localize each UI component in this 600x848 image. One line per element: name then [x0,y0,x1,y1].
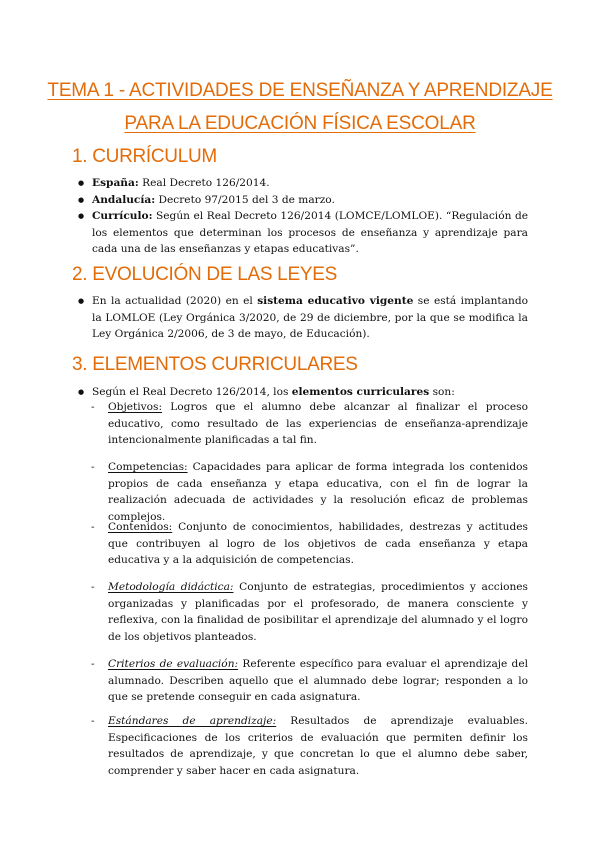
list-item [92,293,528,343]
subitem-text: Conjunto de conocimientos, habilidades, destrezas y actitudes que contribuyen al logro de los objetivos de cada enseñanza y etapa educativa y a la adquisición de competencias. [108,521,528,566]
item-text: En la actualidad (2020) en el [92,295,258,307]
subitem-term: Competencias: [108,461,188,473]
evolucion-list [92,293,528,343]
item-text: son: [429,386,455,398]
list-item [92,175,528,192]
item-text: se está implantando la LOMLOE (Ley Orgánica 3/2020, de 29 de diciembre, por la que se modifica la Ley Orgánica 2/2006, de 3 de mayo, de Educación). [92,295,528,340]
subitem-text: Logros que el alumno debe alcanzar al finalizar el proceso educativo, como resultado de las experiencias de enseñanza-aprendizaje intencionalmente planificadas a tal fin. [108,401,528,446]
subitem-text: Resultados de aprendizaje evaluables. Especificaciones de los criterios de evaluación que permiten definir los resultados de aprendizaje, y que concretan lo que el alumno debe saber, comprender y saber hacer en cada asignatura. [108,715,528,777]
section-heading-evolucion: 2. EVOLUCIÓN DE LAS LEYES [72,264,337,285]
subitem-estandares [91,713,528,779]
subitem-text: Capacidades para aplicar de forma integrada los contenidos propios de cada enseñanza y etapa educativa, con el fin de lograr la realización adecuada de actividades y la resolución eficaz de problemas complejos. [108,461,528,523]
dash-marker: - [91,401,95,413]
dash-marker: - [91,461,95,473]
subitem-contenidos [91,519,528,569]
section-heading-curriculum: 1. CURRÍCULUM [72,146,217,167]
subitem-objetivos [91,399,528,449]
dash-marker: - [91,658,95,670]
subitem-criterios [91,656,528,706]
subitem-competencias [91,459,528,525]
subitem-term: Estándares de aprendizaje: [108,715,277,727]
curriculum-list [92,175,528,258]
list-item [92,208,528,258]
dash-marker: - [91,715,95,727]
item-bold: elementos curriculares [291,386,430,398]
list-item [92,192,528,209]
item-bold: sistema educativo vigente [257,295,414,307]
item-label: Andalucía: [92,193,156,206]
subitem-metodologia [91,579,528,645]
dash-marker: - [91,581,95,593]
item-label: España: [92,177,139,189]
subitem-term: Contenidos: [108,521,173,533]
subitem-term: Criterios de evaluación: [108,658,239,670]
document-title-line-1: TEMA 1 - ACTIVIDADES DE ENSEÑANZA Y APRENDIZAJE [47,80,553,101]
item-text: Real Decreto 126/2014. [138,177,270,189]
subitem-term: Objetivos: [108,401,163,413]
item-text: Según el Real Decreto 126/2014 (LOMCE/LOMLOE). “Regulación de los elementos que determinan los procesos de enseñanza y aprendizaje para cada una de las enseñanzas y etapas educativas”. [92,210,528,255]
item-label: Currículo: [92,210,153,222]
item-text: Según el Real Decreto 126/2014, los [92,386,292,398]
subitem-text: Referente específico para evaluar el aprendizaje del alumnado. Describen aquello que el alumnado debe lograr; responden a lo que se pretende conseguir en cada asignatura. [108,658,528,703]
dash-marker: - [91,521,95,533]
document-title-line-2: PARA LA EDUCACIÓN FÍSICA ESCOLAR [124,113,476,134]
subitem-term: Metodología didáctica: [108,581,234,593]
subitem-text: Conjunto de estrategias, procedimientos y acciones organizadas y planificadas por el profesorado, de manera consciente y reflexiva, con la finalidad de posibilitar el aprendizaje del alumnado y el logro de los objetivos planteados. [108,581,528,643]
section-heading-elementos: 3. ELEMENTOS CURRICULARES [72,354,358,375]
item-text: Decreto 97/2015 del 3 de marzo. [155,193,335,206]
